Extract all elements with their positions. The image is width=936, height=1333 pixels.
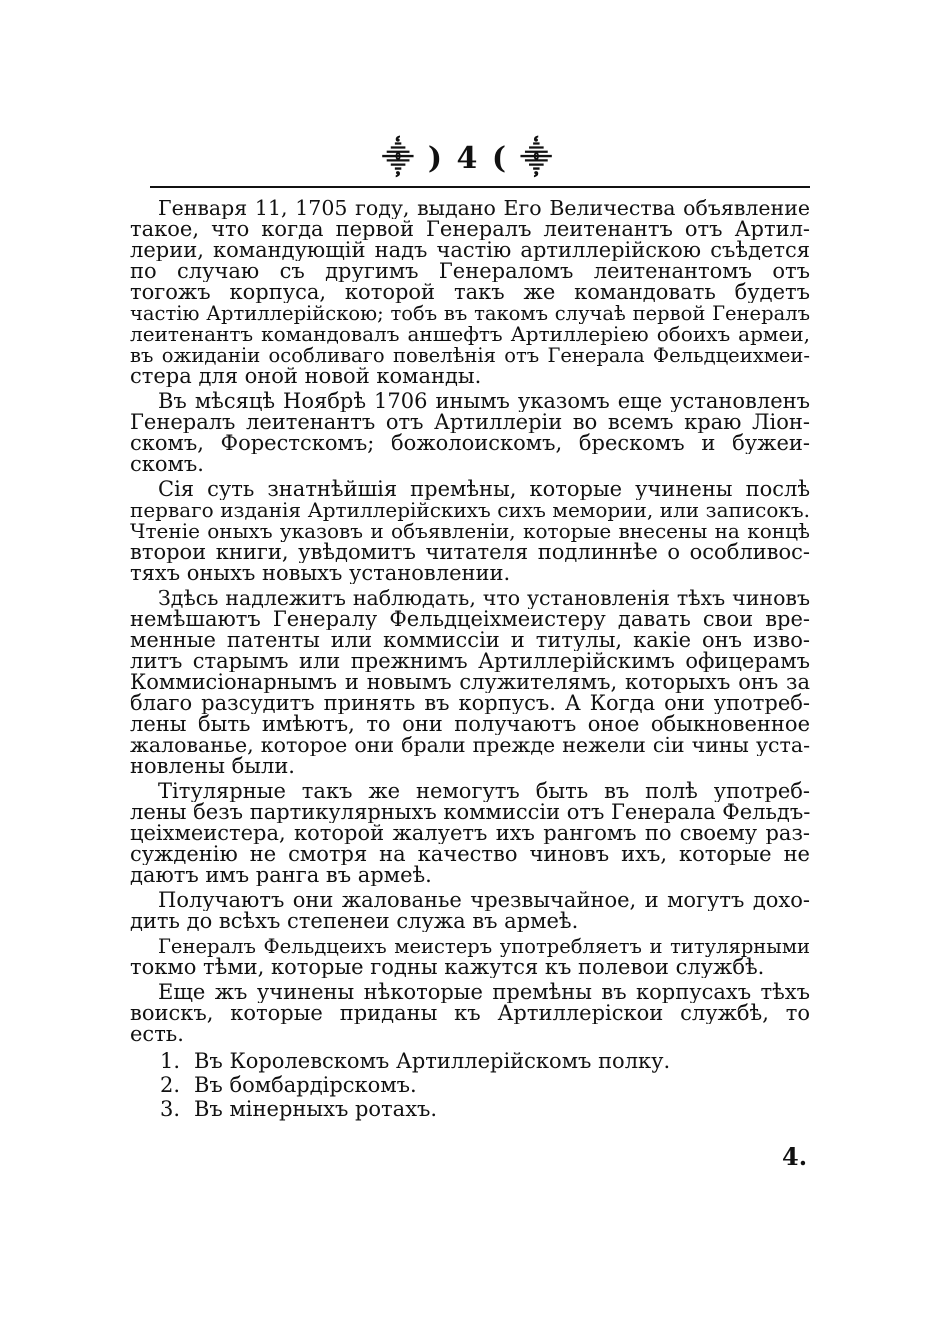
- catchword: 4.: [782, 1142, 808, 1171]
- text-line: цеіхмеистера, которой жалуетъ ихъ рангомъ по своему раз-: [130, 823, 810, 844]
- text-line: Коммисіонарнымъ и новымъ служителямъ, которыхъ онъ за: [130, 672, 810, 693]
- text-line: въ ожиданіи особливаго повелѣнія отъ Генерала Фельдцеихмеи-: [130, 345, 810, 366]
- text-line: частію Артиллерійскою; тобъ въ такомъ случаѣ первой Генералъ: [130, 303, 810, 324]
- list-item: [130, 1051, 810, 1075]
- text-line: жалованье, которое они брали прежде нежели сіи чины уста-: [130, 735, 810, 756]
- text-line: второи книги, увѣдомитъ читателя подлиннѣе о особливос-: [130, 542, 810, 563]
- text-line: по случаю съ другимъ Генераломъ леитенантомъ отъ: [130, 261, 810, 282]
- text-line: тяхъ оныхъ новыхъ установлении.: [130, 563, 511, 584]
- paragraph: [130, 198, 810, 387]
- text-line: Сія суть знатнѣйшія премѣны, которые учинены послѣ: [158, 479, 810, 500]
- text-line: благо разсудитъ принять въ корпусъ. А Когда они употреб-: [130, 693, 810, 714]
- paragraph: [130, 781, 810, 886]
- text-line: менные патенты или коммиссіи и титулы, какіе онъ изво-: [130, 630, 810, 651]
- header-rule: [150, 186, 810, 188]
- text-line: воискъ, которые приданы къ Артиллеріскои службѣ, то: [130, 1003, 810, 1024]
- text-line: литъ старымъ или прежнимъ Артиллерійскимъ офицерамъ: [130, 651, 810, 672]
- list-number: 2.: [160, 1073, 181, 1097]
- list-text: Въ Королевскомъ Артиллерійскомъ полку.: [194, 1049, 671, 1073]
- text-line: Здѣсь надлежитъ наблюдать, что установленія тѣхъ чиновъ: [158, 588, 810, 609]
- text-line: Тітулярные такъ же немогутъ быть въ полѣ употреб-: [158, 781, 810, 802]
- text-line: леитенантъ командовалъ аншефтъ Артиллеріею обоихъ армеи,: [130, 324, 810, 345]
- text-line: Въ мѣсяцѣ Ноябрѣ 1706 инымъ указомъ еще установленъ: [158, 391, 810, 412]
- text-line: есть.: [130, 1024, 184, 1045]
- list-text: Въ мінерныхъ ротахъ.: [194, 1097, 438, 1121]
- paragraph: [130, 890, 810, 932]
- text-line: Генералъ леитенантъ отъ Артиллеріи во всемъ краю Ліон-: [130, 412, 810, 433]
- text-line: лерии, командующій надъ частію артиллерійскою съѣдется: [130, 240, 810, 261]
- text-line: перваго изданія Артиллерійскихъ сихъ мемории, или записокъ.: [130, 500, 810, 521]
- paragraph: [130, 936, 810, 978]
- text-line: лены быть имѣютъ, то они получаютъ оное обыкновенное: [130, 714, 810, 735]
- list-number: 1.: [160, 1049, 181, 1073]
- text-line: токмо тѣми, которые годны кажутся къ полевои службѣ.: [130, 957, 765, 978]
- text-line: скомъ, Форестскомъ; божолоискомъ, брескомъ и бужеи-: [130, 433, 810, 454]
- text-line: Генваря 11, 1705 году, выдано Его Величества объявление: [158, 198, 810, 219]
- list-item: [130, 1099, 810, 1123]
- paragraph: [130, 982, 810, 1045]
- text-line: скомъ.: [130, 454, 204, 475]
- text-line: такое, что когда первой Генералъ леитенантъ отъ Артил-: [130, 219, 810, 240]
- page-body: [130, 198, 810, 1123]
- list-item: [130, 1075, 810, 1099]
- text-line: Чтеніе оныхъ указовъ и объявленіи, которые внесены на концѣ: [130, 521, 810, 542]
- text-line: лены безъ партикулярныхъ коммиссіи отъ Генерала Фельдъ-: [130, 802, 810, 823]
- text-line: немѣшаютъ Генералу Фельдцеіхмеистеру давать свои вре-: [130, 609, 810, 630]
- text-line: дить до всѣхъ степенеи служа въ армеѣ.: [130, 911, 579, 932]
- paragraph: [130, 588, 810, 777]
- paragraph: [130, 391, 810, 475]
- list-text: Въ бомбардірскомъ.: [194, 1073, 417, 1097]
- text-line: стера для оной новой команды.: [130, 366, 482, 387]
- text-line: даютъ имъ ранга въ армеѣ.: [130, 865, 432, 886]
- text-line: тогожъ корпуса, которой такъ же командовать будетъ: [130, 282, 810, 303]
- numbered-list: [130, 1051, 810, 1123]
- paragraph: [130, 479, 810, 584]
- text-line: Еще жъ учинены нѣкоторые премѣны въ корпусахъ тѣхъ: [158, 982, 810, 1003]
- running-head: ⸎ ) 4 ( ⸎: [382, 141, 554, 176]
- text-line: Генералъ Фельдцеихъ меистеръ употребляетъ и титулярными: [158, 936, 810, 957]
- text-line: сужденію не смотря на качество чиновъ ихъ, которые не: [130, 844, 810, 865]
- text-line: новлены были.: [130, 756, 295, 777]
- list-number: 3.: [160, 1097, 181, 1121]
- text-line: Получаютъ они жалованье чрезвычайное, и могутъ дохо-: [158, 890, 810, 911]
